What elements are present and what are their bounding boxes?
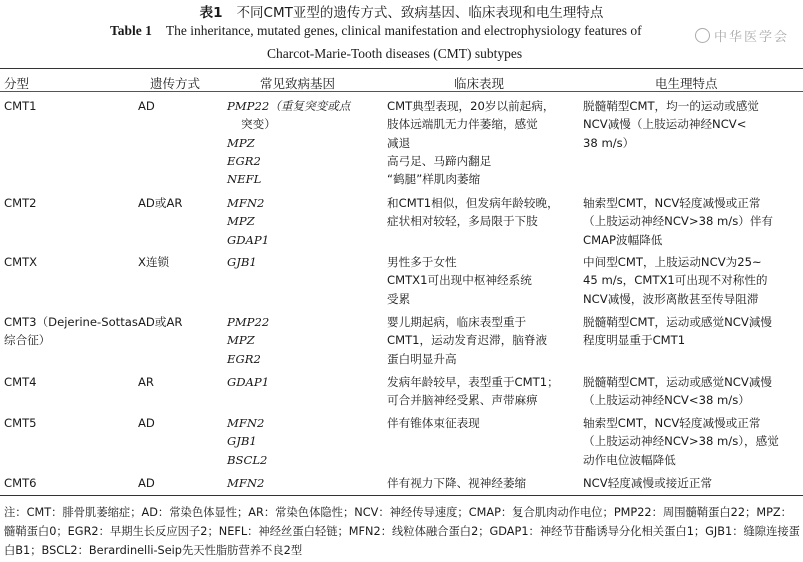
gene: PMP22（重复突变或点 xyxy=(227,99,351,113)
cell-clinical: 男性多于女性 CMTX1可出现中枢神经系统 受累 xyxy=(387,255,532,306)
header-inheritance: 遗传方式 xyxy=(150,76,201,91)
cell-type: CMT2 xyxy=(4,196,37,210)
watermark-logo-icon xyxy=(695,28,710,43)
header-rule xyxy=(0,91,803,92)
cell-clinical: CMT典型表现，20岁以前起病， 肢体远端肌无力伴萎缩，感觉 减退 高弓足、马蹄内翻足 “鹤腿”样肌肉萎缩 xyxy=(387,99,555,187)
table-label-cn: 表1 xyxy=(199,5,223,21)
cell-inheritance: AD xyxy=(138,476,155,490)
cell-electro: NCV轻度减慢或接近正常 xyxy=(583,476,713,490)
gene: MPZ xyxy=(227,135,255,150)
cell-clinical: 发病年龄较早，表型重于CMT1； 可合并脑神经受累、声带麻痹 xyxy=(387,375,559,408)
cell-electro: 中间型CMT，上肢运动NCV为25~ 45 m/s，CMTX1可出现不对称性的 NCV减慢，波形离散甚至传导阻滞 xyxy=(583,255,768,306)
cell-genes: MFN2 GJB1 BSCL2 xyxy=(227,416,268,467)
cell-genes: MFN2 MPZ GDAP1 xyxy=(227,196,270,247)
cell-electro: 脱髓鞘型CMT，均一的运动或感觉 NCV减慢（上肢运动神经NCV< 38 m/s） xyxy=(583,99,759,150)
bottom-rule xyxy=(0,495,803,496)
cell-genes: GDAP1 xyxy=(227,375,270,389)
header-electro: 电生理特点 xyxy=(655,76,718,91)
header-genes: 常见致病基因 xyxy=(260,76,336,91)
cell-type: CMT3（Dejerine-Sottas 综合征） xyxy=(4,315,138,348)
cell-genes xyxy=(227,97,382,188)
cell-inheritance: AR xyxy=(138,375,154,389)
cell-inheritance: AD或AR xyxy=(138,315,183,329)
cell-inheritance: AD或AR xyxy=(138,196,183,210)
table-title-cn xyxy=(0,1,803,21)
header-clinical: 临床表现 xyxy=(454,76,505,91)
cell-genes: MFN2 xyxy=(227,476,265,490)
cell-type: CMT1 xyxy=(4,99,37,113)
cell-electro: 轴索型CMT，NCV轻度减慢或正常 （上肢运动神经NCV>38 m/s）伴有 CMAP波幅降低 xyxy=(583,196,774,247)
table-title-en-line2: Charcot-Marie-Tooth diseases (CMT) subtypes xyxy=(267,46,523,61)
cell-type: CMT4 xyxy=(4,375,37,389)
cell-type: CMT5 xyxy=(4,416,37,430)
table-title-cn-text: 不同CMT亚型的遗传方式、致病基因、临床表现和电生理特点 xyxy=(236,5,604,21)
top-rule xyxy=(0,68,803,69)
cell-clinical: 婴儿期起病，临床表型重于 CMT1，运动发育迟滞，脑脊液 蛋白明显升高 xyxy=(387,315,548,366)
table-title-en xyxy=(110,23,642,39)
cell-type: CMTX xyxy=(4,255,38,269)
cell-inheritance: X连锁 xyxy=(138,255,170,269)
watermark: 中华医学会 xyxy=(695,26,789,45)
table-title-en-line1: The inheritance, mutated genes, clinical manifestation and electrophysiology features of xyxy=(165,23,642,38)
cell-genes: GJB1 xyxy=(227,255,257,269)
cell-type: CMT6 xyxy=(4,476,37,490)
cell-electro: 轴索型CMT，NCV轻度减慢或正常 （上肢运动神经NCV>38 m/s），感觉 动作电位波幅降低 xyxy=(583,416,779,467)
gene-cont: 突变） xyxy=(241,117,276,132)
table-label-en: Table 1 xyxy=(110,23,152,38)
header-type: 分型 xyxy=(4,76,30,91)
cell-clinical: 伴有锥体束征表现 xyxy=(387,416,480,430)
cell-clinical: 和CMT1相似，但发病年龄较晚， 症状相对较轻，多局限于下肢 xyxy=(387,196,559,229)
cell-inheritance: AD xyxy=(138,99,155,113)
cell-electro: 脱髓鞘型CMT，运动或感觉NCV減慢 程度明显重于CMT1 xyxy=(583,315,773,348)
gene: NEFL xyxy=(227,172,262,187)
cell-genes: PMP22 MPZ EGR2 xyxy=(227,315,270,366)
cell-electro: 脱髓鞘型CMT，运动或感觉NCV减慢 （上肢运动神经NCV<38 m/s） xyxy=(583,375,773,408)
cell-inheritance: AD xyxy=(138,416,155,430)
gene: EGR2 xyxy=(227,153,261,168)
cell-clinical: 伴有视力下降、视神经萎缩 xyxy=(387,476,527,490)
table-footnote: 注：CMT：腓骨肌萎缩症；AD：常染色体显性；AR：常染色体隐性；NCV：神经传导速度；CMAP：复合肌肉动作电位；PMP22：周围髓鞘蛋白22；MPZ：髓鞘蛋白0；EGR2：早期生长反应因子2；NEFL：神经丝蛋白轻链；MFN2：线粒体融合蛋白2；GDAP1：神经节苷酯诱导分化相关蛋白1；GJB1：缝隙连接蛋白B1；BSCL2：Berardinelli-Seip先天性脂肪营养不良2型 xyxy=(4,506,800,557)
